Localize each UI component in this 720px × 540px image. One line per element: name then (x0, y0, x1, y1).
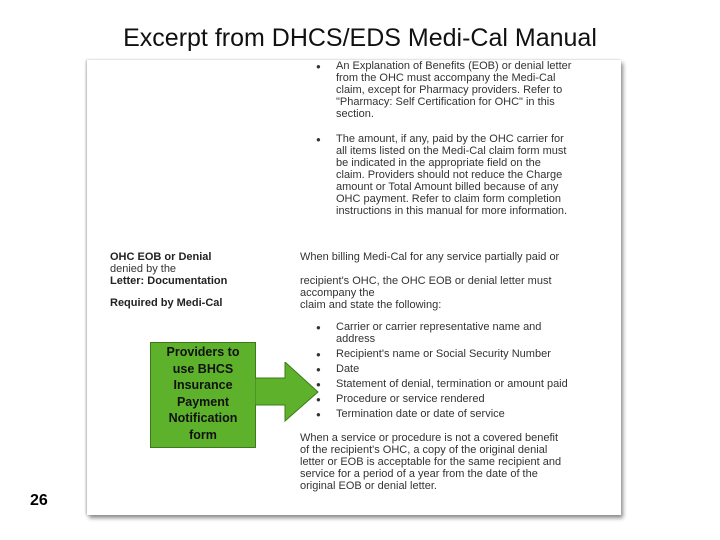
section-heading-line: OHC EOB or Denial (110, 251, 212, 263)
page-number: 26 (30, 492, 48, 509)
bullet-icon: ● (316, 395, 321, 404)
bullet-1-line: An Explanation of Benefits (EOB) or denial letter (336, 60, 572, 72)
callout-line: Notification (168, 411, 238, 425)
bhcs-form-callout (150, 342, 256, 448)
right-arrow-icon (255, 362, 319, 422)
bullet-2-line: OHC payment. Refer to claim form completion (336, 193, 561, 205)
list-item: Recipient's name or Social Security Number (336, 348, 551, 360)
bullet-icon: ● (316, 62, 321, 71)
intro-line: accompany the (300, 287, 375, 299)
bullet-icon: ● (316, 135, 321, 144)
bullet-icon: ● (316, 350, 321, 359)
callout-line: use BHCS (172, 361, 234, 376)
section-heading-line: Required by Medi-Cal (110, 297, 223, 309)
closing-line: letter or EOB is acceptable for the same recipient and (300, 456, 562, 468)
bullet-1-line: claim, except for Pharmacy providers. Refer to (336, 84, 563, 96)
callout-line: Insurance (173, 378, 233, 392)
bullet-2-line: amount or Total Amount billed because of any (336, 181, 559, 193)
bullet-icon: ● (316, 380, 321, 389)
bullet-2-line: all items listed on the Medi-Cal claim form must (336, 145, 567, 157)
bullet-2-line: The amount, if any, paid by the OHC carrier for (336, 133, 564, 145)
bullet-1-line: "Pharmacy: Self Certification for OHC" in this (336, 96, 555, 108)
slide-title: Excerpt from DHCS/EDS Medi-Cal Manual (123, 24, 597, 52)
bullet-2-line: claim. Providers should not reduce the Charge (336, 169, 563, 181)
bullet-icon: ● (316, 410, 321, 419)
list-item: Termination date or date of service (336, 408, 505, 420)
bullet-1-line: section. (336, 108, 374, 120)
list-item: Procedure or service rendered (336, 393, 485, 405)
closing-line: When a service or procedure is not a covered benefit (300, 432, 559, 444)
bullet-icon: ● (316, 323, 321, 332)
list-item: Carrier or carrier representative name and address (336, 321, 542, 345)
bullet-2-line: be indicated in the appropriate field on the (336, 157, 541, 169)
section-heading-line: denied by the (110, 263, 177, 275)
list-item: Statement of denial, termination or amount paid (336, 378, 568, 390)
callout-line: Providers to (166, 345, 240, 359)
callout-line: form (189, 427, 217, 442)
intro-line: claim and state the following: (300, 299, 442, 311)
intro-line: recipient's OHC, the OHC EOB or denial letter must (300, 275, 552, 287)
closing-line: original EOB or denial letter. (300, 480, 437, 492)
list-item: Date (336, 363, 360, 375)
intro-line: When billing Medi-Cal for any service partially paid or (300, 251, 560, 263)
section-heading-line: Letter: Documentation (110, 275, 228, 287)
closing-line: service for a period of a year from the date of the (300, 468, 538, 480)
bullet-icon: ● (316, 365, 321, 374)
callout-line: Payment (176, 394, 230, 409)
closing-line: of the recipient's OHC, a copy of the original denial (300, 444, 548, 456)
bullet-1-line: from the OHC must accompany the Medi-Cal (336, 72, 556, 84)
bullet-2-line: instructions in this manual for more information. (336, 205, 568, 217)
